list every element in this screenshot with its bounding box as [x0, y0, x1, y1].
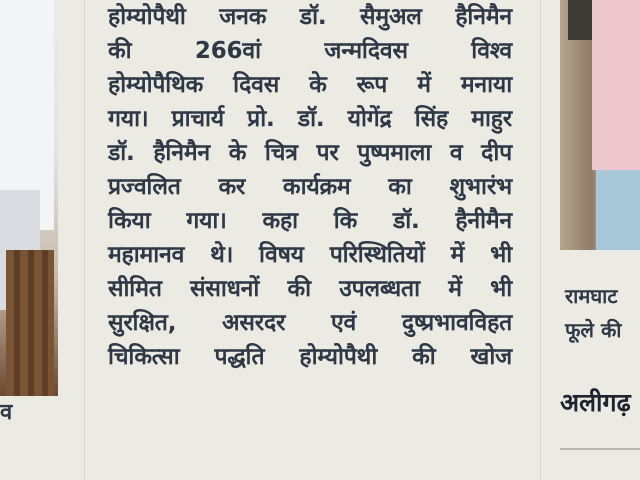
article-line: सुरक्षित, असरदर एवं दुष्प्रभावविहत — [108, 310, 512, 336]
article-line: की 266वां जन्मदिवस विश्व — [108, 38, 512, 64]
article-line: सीमित संसाधनों की उपलब्धता में भी — [108, 276, 512, 302]
left-photo-caption: व — [0, 400, 13, 425]
article-line: किया गया। कहा कि डॉ. हैनीमैन — [108, 208, 512, 234]
article-line: महामानव थे। विषय परिस्थितियों में भी — [108, 242, 512, 268]
article-line: होम्योपैथी जनक डॉ. सैमुअल हैनिमैन — [108, 4, 512, 30]
article-line: डॉ. हैनिमैन के चित्र पर पुष्पमाला व दीप — [108, 140, 512, 166]
right-column-headline: अलीगढ़ — [560, 388, 631, 417]
news-photo-left — [0, 0, 58, 396]
article-line: चिकित्सा पद्धति होम्योपैथी की खोज — [108, 344, 512, 370]
article-line: प्रज्वलित कर कार्यक्रम का शुभारंभ — [108, 174, 512, 200]
article-line: गया। प्राचार्य प्रो. डॉ. योगेंद्र सिंह माहुर — [108, 106, 512, 132]
article-line: होम्योपैथिक दिवस के रूप में मनाया — [108, 72, 512, 98]
column-divider — [84, 0, 85, 480]
headline-rule — [560, 448, 640, 450]
column-divider — [540, 0, 541, 480]
photo-jeans — [596, 170, 640, 250]
news-photo-right — [560, 0, 640, 250]
article-body — [108, 0, 512, 374]
photo-person — [592, 0, 640, 170]
photo-chair — [6, 250, 54, 396]
right-photo-caption-line2: फूले की — [565, 318, 622, 342]
right-photo-caption-line1: रामघाट — [565, 284, 618, 308]
